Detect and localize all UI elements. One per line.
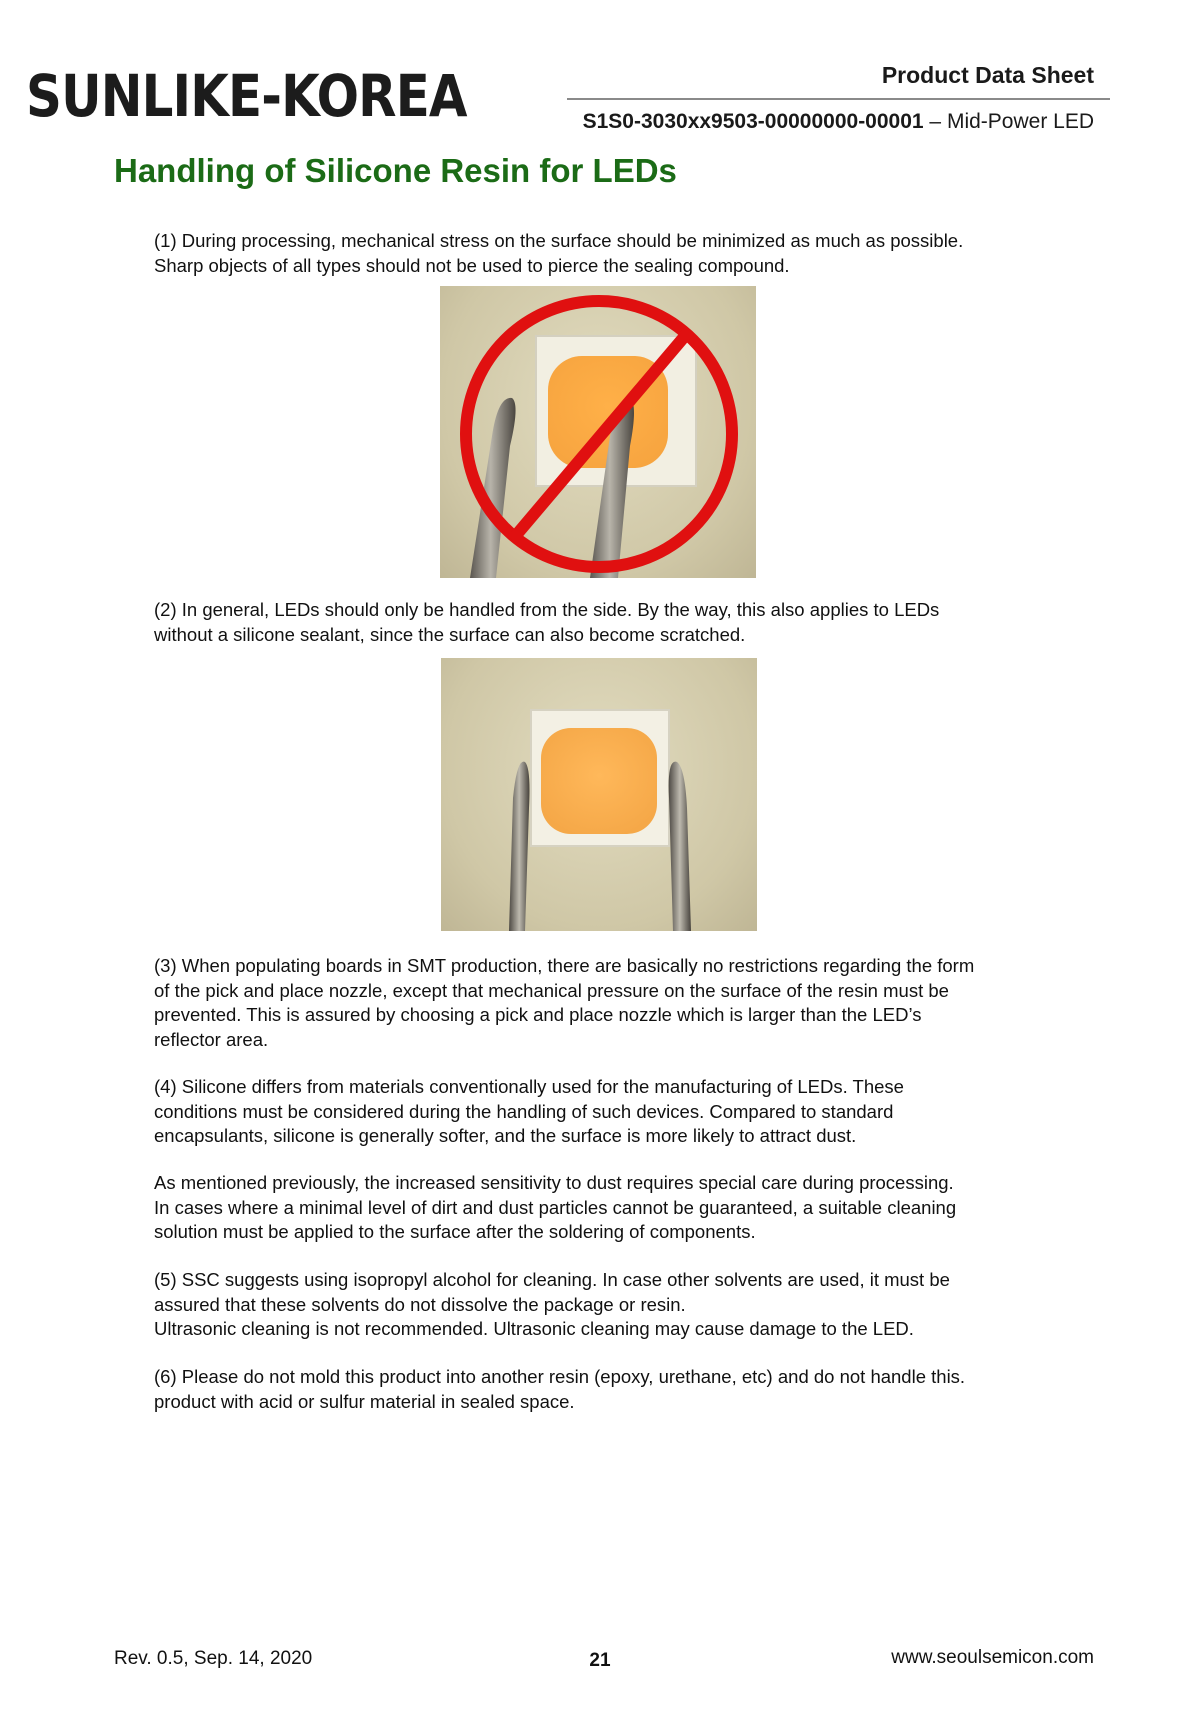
doc-type: Product Data Sheet	[881, 62, 1094, 88]
tweezer-right	[669, 762, 691, 931]
led-emitter	[541, 728, 657, 834]
paragraph-line: In cases where a minimal level of dirt and dust particles cannot be guaranteed, a suitable cleaning	[154, 1196, 957, 1218]
paragraph-line: (5) SSC suggests using isopropyl alcohol for cleaning. In case other solvents are used, it must be	[154, 1269, 950, 1290]
footer-website[interactable]: www.seoulsemicon.com	[891, 1647, 1094, 1668]
paragraph-line: prevented. This is assured by choosing a pick and place nozzle which is larger than the LED’s	[154, 1004, 922, 1025]
paragraph-line: assured that these solvents do not dissolve the package or resin.	[154, 1293, 686, 1315]
footer-page-number: 21	[589, 1650, 611, 1671]
led-photo-prohibited	[440, 286, 756, 578]
paragraph-5	[154, 1171, 1074, 1245]
paragraph-2	[154, 598, 1074, 647]
paragraph-line: (3) When populating boards in SMT production, there are basically no restrictions regarding the form	[154, 955, 975, 976]
footer-revision: Rev. 0.5, Sep. 14, 2020	[114, 1648, 313, 1669]
header-rule	[567, 98, 1110, 100]
paragraph-1	[154, 229, 1074, 278]
paragraph-line: solution must be applied to the surface after the soldering of components.	[154, 1221, 756, 1242]
logo: SUNLIKE-KOREA	[26, 62, 467, 130]
tweezer-left	[509, 762, 530, 931]
paragraph-line: conditions must be considered during the handling of such devices. Compared to standard	[154, 1100, 894, 1122]
paragraph-line: Ultrasonic cleaning is not recommended. Ultrasonic cleaning may cause damage to the LED.	[154, 1318, 914, 1339]
paragraph-6	[154, 1268, 1074, 1342]
paragraph-line: (6) Please do not mold this product into another resin (epoxy, urethane, etc) and do not handle this.	[154, 1366, 966, 1387]
paragraph-line: without a silicone sealant, since the surface can also become scratched.	[154, 623, 746, 645]
part-number: S1S0-3030xx9503-00000000-00001	[582, 110, 924, 133]
led-photo-side-handling	[441, 658, 757, 931]
paragraph-line: As mentioned previously, the increased sensitivity to dust requires special care during processing.	[154, 1172, 954, 1193]
paragraph-7	[154, 1365, 1074, 1414]
page-title: Handling of Silicone Resin for LEDs	[114, 152, 677, 189]
part-separator: –	[923, 110, 947, 133]
part-line	[583, 110, 1094, 134]
paragraph-line: (4) Silicone differs from materials conventionally used for the manufacturing of LEDs. These	[154, 1076, 904, 1097]
paragraph-4	[154, 1075, 1074, 1149]
paragraph-line: encapsulants, silicone is generally softer, and the surface is more likely to attract dust.	[154, 1125, 857, 1146]
paragraph-line: (2) In general, LEDs should only be handled from the side. By the way, this also applies to LEDs	[154, 599, 940, 620]
paragraph-3	[154, 954, 1074, 1052]
paragraph-line: Sharp objects of all types should not be used to pierce the sealing compound.	[154, 254, 790, 276]
paragraph-line: reflector area.	[154, 1028, 269, 1050]
led-tweezers-icon	[441, 658, 757, 931]
paragraph-line: product with acid or sulfur material in sealed space.	[154, 1390, 575, 1412]
paragraph-line: (1) During processing, mechanical stress on the surface should be minimized as much as possible.	[154, 230, 964, 251]
paragraph-line: of the pick and place nozzle, except that mechanical pressure on the surface of the resin must be	[154, 979, 949, 1001]
prohibited-icon	[440, 286, 756, 578]
part-description: Mid-Power LED	[946, 110, 1094, 133]
